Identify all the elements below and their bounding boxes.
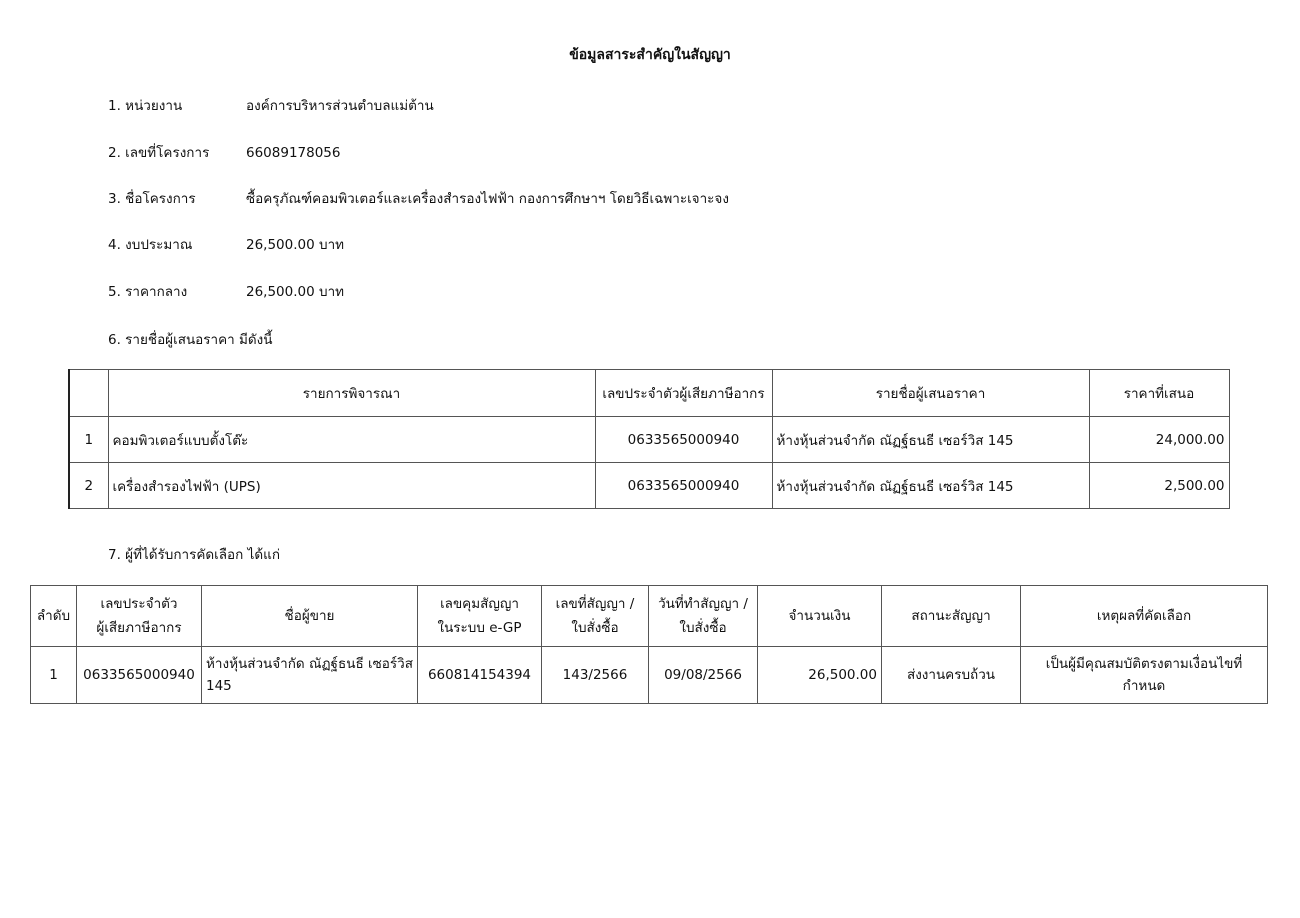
table-header-cell: ราคาที่เสนอ bbox=[1089, 370, 1229, 417]
info-value: 26,500.00 บาท bbox=[246, 284, 345, 300]
table-cell: ห้างหุ้นส่วนจำกัด ณัฏฐ์ธนธี เซอร์วิส 145 bbox=[772, 463, 1089, 509]
table-cell: 1 bbox=[69, 417, 108, 463]
table-cell: 0633565000940 bbox=[595, 417, 772, 463]
document-title: ข้อมูลสาระสำคัญในสัญญา bbox=[569, 47, 731, 63]
header-line: เลขที่สัญญา / bbox=[555, 596, 635, 612]
header-line: ในระบบ e-GP bbox=[437, 620, 522, 636]
table-header-cell bbox=[1021, 586, 1268, 647]
table-header-cell bbox=[649, 586, 758, 647]
table-cell: 0633565000940 bbox=[77, 647, 202, 704]
table-header-cell: เลขประจำตัวผู้เสียภาษีอากร bbox=[595, 370, 772, 417]
table-header-cell bbox=[542, 586, 649, 647]
table-cell: 660814154394 bbox=[418, 647, 542, 704]
table-header-row bbox=[31, 586, 1268, 647]
info-value: 26,500.00 บาท bbox=[246, 237, 345, 253]
table-cell: ห้างหุ้นส่วนจำกัด ณัฏฐ์ธนธี เซอร์วิส 145 bbox=[202, 647, 418, 704]
table-cell: เป็นผู้มีคุณสมบัติตรงตามเงื่อนไขที่กำหนด bbox=[1021, 647, 1268, 704]
info-label: 1. หน่วยงาน bbox=[108, 98, 183, 114]
table-header-cell bbox=[77, 586, 202, 647]
info-label: 3. ชื่อโครงการ bbox=[108, 191, 196, 207]
table-cell: คอมพิวเตอร์แบบตั้งโต๊ะ bbox=[108, 417, 595, 463]
table-header-cell bbox=[69, 370, 108, 417]
header-line: วันที่ทำสัญญา / bbox=[658, 596, 748, 612]
table-cell: ห้างหุ้นส่วนจำกัด ณัฏฐ์ธนธี เซอร์วิส 145 bbox=[772, 417, 1089, 463]
header-line: ผู้เสียภาษีอากร bbox=[96, 620, 182, 636]
table-cell: 24,000.00 bbox=[1089, 417, 1229, 463]
table-row bbox=[31, 647, 1268, 704]
header-line: สถานะสัญญา bbox=[911, 608, 991, 624]
info-value: ซื้อครุภัณฑ์คอมพิวเตอร์และเครื่องสำรองไฟฟ้า กองการศึกษาฯ โดยวิธีเฉพาะเจาะจง bbox=[246, 191, 729, 207]
table-header-cell bbox=[202, 586, 418, 647]
table-cell: เครื่องสำรองไฟฟ้า (UPS) bbox=[108, 463, 595, 509]
table-cell: ส่งงานครบถ้วน bbox=[882, 647, 1021, 704]
table-header-cell bbox=[418, 586, 542, 647]
header-line: เลขประจำตัว bbox=[100, 596, 178, 612]
info-value: 66089178056 bbox=[246, 145, 341, 161]
table-cell: 2 bbox=[69, 463, 108, 509]
info-label: 4. งบประมาณ bbox=[108, 237, 193, 253]
info-value: องค์การบริหารส่วนตำบลแม่ต้าน bbox=[246, 98, 434, 114]
table-cell: 09/08/2566 bbox=[649, 647, 758, 704]
header-line: จำนวนเงิน bbox=[788, 608, 851, 624]
selected-section-label: 7. ผู้ที่ได้รับการคัดเลือก ได้แก่ bbox=[108, 547, 281, 563]
table-row bbox=[69, 417, 1229, 463]
header-line: เลขคุมสัญญา bbox=[440, 596, 519, 612]
table-row bbox=[69, 463, 1229, 509]
header-line: ใบสั่งซื้อ bbox=[679, 620, 727, 636]
table-header-row bbox=[69, 370, 1229, 417]
header-line: เหตุผลที่คัดเลือก bbox=[1096, 608, 1192, 624]
info-label: 5. ราคากลาง bbox=[108, 284, 188, 300]
table-cell: 26,500.00 bbox=[758, 647, 882, 704]
table-header-cell bbox=[31, 586, 77, 647]
table-cell: 1 bbox=[31, 647, 77, 704]
table-header-cell bbox=[758, 586, 882, 647]
selected-vendor-table bbox=[30, 585, 1268, 704]
table-cell: 2,500.00 bbox=[1089, 463, 1229, 509]
table-header-cell: รายการพิจารณา bbox=[108, 370, 595, 417]
header-line: ใบสั่งซื้อ bbox=[571, 620, 619, 636]
header-line: ชื่อผู้ขาย bbox=[284, 608, 335, 624]
header-line: ลำดับ bbox=[36, 608, 71, 624]
bidders-table bbox=[68, 369, 1230, 509]
info-label: 2. เลขที่โครงการ bbox=[108, 145, 210, 161]
table-cell: 143/2566 bbox=[542, 647, 649, 704]
bidders-section-label: 6. รายชื่อผู้เสนอราคา มีดังนี้ bbox=[108, 332, 273, 348]
table-header-cell bbox=[882, 586, 1021, 647]
table-header-cell: รายชื่อผู้เสนอราคา bbox=[772, 370, 1089, 417]
table-cell: 0633565000940 bbox=[595, 463, 772, 509]
